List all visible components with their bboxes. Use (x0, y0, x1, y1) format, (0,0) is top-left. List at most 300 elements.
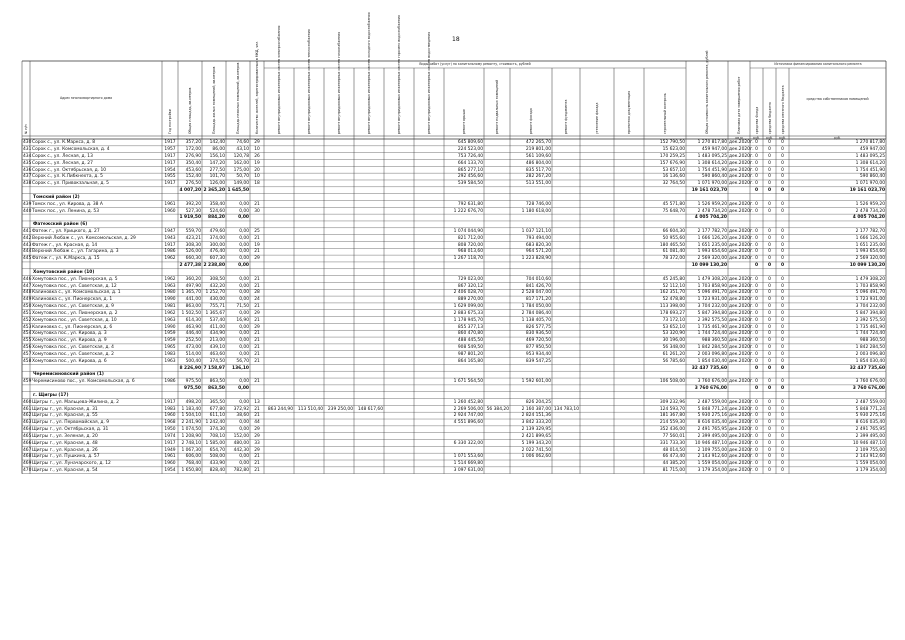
cell-addr: Томск пос., ул. Ленина, д. 53 (32, 208, 99, 214)
cell-num: 451 (23, 310, 32, 316)
cell-ctrl: 52 112,10 (662, 283, 685, 289)
cell-nl: 0,00 (239, 235, 249, 241)
cell-nl: 0,00 (239, 310, 249, 316)
cell-roof: 1 071 553,60 (453, 454, 483, 460)
cell-total: 1 483 095,25 (697, 153, 727, 159)
cell-area: 863,00 (185, 304, 201, 310)
cell-year: 1962 (164, 256, 176, 262)
cell-ctrl: 352 436,00 (659, 427, 685, 433)
cell-date: дек.2020г. (729, 324, 754, 330)
cell-num: 460 (23, 399, 32, 405)
cell-own: 1 651 235,00 (855, 242, 885, 248)
cell-f3: 0 (781, 331, 784, 337)
cell-f2: 0 (768, 379, 771, 385)
subtotal-total: 32 437 735,60 (691, 365, 727, 371)
header-fund: средства Фонда (754, 106, 759, 134)
cell-num: 463 (23, 420, 32, 426)
cell-total: 2 399 495,00 (697, 433, 727, 439)
cell-addr: Хомутовка пос., ул. Кирова, д. 6 (32, 358, 107, 364)
cell-total: 988 360,50 (701, 338, 727, 344)
cell-num: 453 (23, 324, 32, 330)
cell-nl: 50,70 (236, 174, 249, 180)
header-works-group: Виды работ (услуг) по капитальному ремонту, стоимость, рублей (419, 62, 531, 66)
cell-date: дек.2020г. (729, 461, 754, 467)
cell-nl: 56,70 (236, 358, 249, 364)
cell-total: 1 559 054,00 (697, 461, 727, 467)
cell-f1: 0 (755, 242, 758, 248)
cell-f3: 0 (781, 249, 784, 255)
cell-liv: 1 242,40 (205, 420, 225, 426)
cell-own: 1 744 724,40 (855, 331, 885, 337)
cell-f1: 0 (755, 468, 758, 474)
cell-roof: 224 523,00 (457, 147, 483, 153)
cell-own: 3 760 676,00 (855, 379, 885, 385)
cell-facade: 5 199 343,20 (521, 440, 551, 446)
cell-nl: 442,30 (233, 447, 249, 453)
cell-liv: 374,30 (209, 427, 225, 433)
cell-total: 2 392 575,50 (697, 317, 727, 323)
cell-roof: 821 712,00 (457, 235, 483, 241)
cell-roof: 2 924 747,00 (453, 413, 483, 419)
cell-f1: 0 (755, 413, 758, 419)
cell-f2: 0 (768, 181, 771, 187)
cell-total: 459 947,00 (701, 147, 727, 153)
cell-nl: 0,00 (239, 242, 249, 248)
cell-num: 434 (23, 153, 32, 159)
cell-f2: 0 (768, 256, 771, 262)
cell-f1: 0 (755, 276, 758, 282)
cell-res: 44 (254, 420, 260, 426)
cell-ctrl: 56 785,60 (662, 358, 685, 364)
cell-roof: 968 013,60 (457, 249, 483, 255)
cell-num: 447 (23, 283, 32, 289)
cell-roof: 6 330 322,00 (453, 440, 483, 446)
cell-area: 1 365,70 (181, 290, 201, 296)
header-unit: руб. (834, 136, 841, 141)
cell-own: 590 860,40 (859, 174, 885, 180)
header-work-8: ремонт подвальных помещений (495, 79, 499, 134)
cell-addr: Сорок с., ул. К.Маркса, д. 8 (32, 140, 96, 146)
cell-w3: 239 250,00 (327, 406, 353, 412)
cell-area: 606,00 (185, 454, 201, 460)
cell-res: 25 (254, 228, 260, 234)
cell-f2: 0 (768, 468, 771, 474)
cell-f3: 0 (781, 406, 784, 412)
cell-year: 1965 (164, 345, 176, 351)
cell-f2: 0 (768, 461, 771, 467)
cell-addr: Хомутовка пос., ул. Советская, д. 12 (32, 283, 117, 289)
cell-num: 448 (23, 290, 32, 296)
cell-total: 1 703 858,90 (697, 283, 727, 289)
cell-total: 3 179 354,00 (697, 468, 727, 474)
cell-year: 1990 (164, 324, 176, 330)
cell-addr: Сорок с., ул. Лесная, д. 27 (32, 160, 93, 166)
subtotal-area: 1 919,50 (179, 215, 201, 221)
cell-year: 1963 (164, 283, 176, 289)
cell-nl: 0,00 (239, 228, 249, 234)
cell-year: 1949 (164, 447, 176, 453)
cell-date: дек.2020г. (729, 174, 754, 180)
cell-facade: 1 006 062,60 (521, 454, 551, 460)
header-num: № п/п (24, 124, 28, 134)
cell-own: 1 270 817,80 (855, 140, 885, 146)
cell-own: 2 143 912,60 (855, 454, 885, 460)
cell-year: 1917 (164, 153, 176, 159)
cell-facade: 513 551,00 (525, 181, 551, 187)
cell-liv: 156,10 (209, 153, 225, 159)
cell-total: 8 616 035,40 (697, 420, 727, 426)
cell-date: дек.2020г. (729, 228, 754, 234)
cell-liv: 607,30 (209, 256, 225, 262)
cell-facade: 830 936,50 (525, 331, 551, 337)
cell-area: 172,00 (185, 147, 201, 153)
cell-f2: 0 (768, 338, 771, 344)
cell-total: 1 479 308,20 (697, 276, 727, 282)
cell-addr: Щигры г., ул. Красная, д. 48 (32, 440, 98, 446)
header-work-13: строительный контроль (663, 93, 667, 134)
cell-f3: 0 (781, 310, 784, 316)
cell-f2: 0 (768, 160, 771, 166)
cell-ctrl: 77 560,01 (662, 433, 685, 439)
cell-res: 21 (254, 454, 260, 460)
cell-num: 446 (23, 276, 32, 282)
cell-total: 2 003 096,80 (697, 351, 727, 357)
cell-f1: 0 (755, 447, 758, 453)
cell-addr: Верхний Любаж с., ул. Комсомольская, д. 29 (32, 235, 136, 241)
cell-year: 1983 (164, 406, 176, 412)
cell-total: 1 308 614,20 (697, 160, 727, 166)
cell-f3: 0 (781, 208, 784, 214)
cell-f1: 0 (755, 235, 758, 241)
cell-area: 463,90 (185, 324, 201, 330)
cell-f2: 0 (768, 406, 771, 412)
cell-year: 1961 (164, 454, 176, 460)
subtotal-f2: 0 (767, 188, 772, 193)
header-owners: средства собственников помещений (806, 97, 869, 101)
cell-total: 1 993 654,60 (697, 249, 727, 255)
cell-ctrl: 53 652,10 (662, 324, 685, 330)
cell-f2: 0 (768, 153, 771, 159)
cell-ctrl: 162 351,70 (659, 290, 685, 296)
cell-date: дек.2020г. (729, 413, 754, 419)
cell-ctrl: 178 693,27 (659, 310, 685, 316)
cell-own: 5 930 275,16 (855, 413, 885, 419)
cell-total: 3 760 676,00 (697, 379, 727, 385)
cell-addr: Сорок с., ул. Лесная, д. 13 (32, 153, 93, 159)
cell-f3: 0 (781, 160, 784, 166)
subtotal-area: 2 477,38 (179, 263, 201, 269)
cell-facade: 2 160 387,00 (521, 406, 551, 412)
cell-f3: 0 (781, 427, 784, 433)
cell-year: 1947 (164, 228, 176, 234)
cell-roof: 987 801,20 (457, 351, 483, 357)
cell-res: 10 (254, 147, 260, 153)
cell-num: 457 (23, 351, 32, 357)
cell-date: дек.2020г. (729, 160, 754, 166)
cell-addr: Щигры г., ул. Первомайская, д. 9 (32, 420, 110, 426)
cell-res: 26 (254, 153, 260, 159)
subtotal-f1: 0 (754, 365, 759, 371)
cell-ctrl: 152 790,50 (659, 140, 685, 146)
cell-own: 1 735 461,90 (855, 324, 885, 330)
cell-date: дек.2020г. (729, 276, 754, 282)
subtotal-nl: 0,00 (238, 386, 249, 392)
cell-total: 1 854 030,40 (697, 358, 727, 364)
cell-f3: 0 (781, 440, 784, 446)
cell-facade: 1 037 121,10 (521, 228, 551, 234)
cell-roof: 2 406 028,70 (453, 290, 483, 296)
cell-own: 2 003 096,80 (855, 351, 885, 357)
cell-f2: 0 (768, 242, 771, 248)
cell-addr: Калиновка с., ул. Пионерская, д. 6 (32, 324, 113, 330)
cell-roof: 908 549,50 (457, 345, 483, 351)
cell-own: 1 854 030,40 (855, 358, 885, 364)
cell-total: 2 143 912,60 (697, 454, 727, 460)
cell-date: дек.2020г. (729, 454, 754, 460)
cell-date: дек.2020г. (729, 338, 754, 344)
cell-own: 2 569 320,00 (855, 256, 885, 262)
cell-fund: 134 783,10 (553, 406, 579, 412)
cell-f1: 0 (755, 324, 758, 330)
cell-liv: 611,10 (209, 413, 225, 419)
cell-own: 10 946 487,10 (852, 440, 885, 446)
cell-ctrl: 32 764,50 (662, 181, 685, 187)
cell-res: 19 (254, 160, 260, 166)
cell-date: дек.2020г. (729, 399, 754, 405)
subtotal-liv: 2 238,80 (203, 263, 225, 269)
cell-f3: 0 (781, 304, 784, 310)
subtotal-own: 19 161 023,70 (849, 188, 885, 193)
cell-nl: 372,92 (233, 406, 249, 412)
cell-date: дек.2020г. (729, 297, 754, 303)
cell-nl: 149,00 (233, 181, 249, 187)
cell-f1: 0 (755, 317, 758, 323)
cell-num: 442 (23, 235, 32, 241)
cell-year: 1961 (164, 201, 176, 207)
subtotal-liv: 863,50 (208, 386, 225, 392)
cell-f3: 0 (781, 228, 784, 234)
subtotal-own: 3 760 676,00 (852, 386, 885, 392)
cell-num: 444 (23, 249, 32, 255)
cell-liv: 374,50 (209, 358, 225, 364)
cell-ctrl: 53 320,90 (662, 331, 685, 337)
header-total-area: Общая площадь, кв.метров (188, 87, 192, 134)
cell-roof: 867 320,12 (457, 283, 483, 289)
subtotal-f2: 0 (767, 365, 772, 371)
header-work-5: ремонт внутридомовых инженерных систем горячего водоснабжения (397, 15, 401, 134)
cell-ctrl: 309 232,96 (659, 399, 685, 405)
cell-res: 21 (254, 351, 260, 357)
cell-area: 526,00 (185, 249, 201, 255)
cell-num: 450 (23, 304, 32, 310)
cell-area: 276,50 (185, 181, 201, 187)
cell-total: 2 109 755,00 (697, 447, 727, 453)
cell-year: 1968 (164, 420, 176, 426)
cell-f1: 0 (755, 406, 758, 412)
cell-f1: 0 (755, 440, 758, 446)
header-work-2: ремонт внутридомовых инженерных систем теплоснабжения (307, 29, 311, 134)
cell-res: 29 (254, 140, 260, 146)
cell-total: 1 754 451,90 (697, 167, 727, 173)
group-title: Черемисиновский район (1) (33, 372, 104, 378)
cell-f3: 0 (781, 201, 784, 207)
cell-year: 1980 (164, 290, 176, 296)
cell-total: 1 071 970,00 (697, 181, 727, 187)
cell-own: 1 559 054,00 (855, 461, 885, 467)
cell-area: 559,70 (185, 228, 201, 234)
cell-area: 514,00 (185, 351, 201, 357)
cell-area: 1 183,40 (181, 406, 201, 412)
cell-facade: 1 180 618,00 (521, 208, 551, 214)
subtotal-f3: 0 (780, 188, 785, 193)
cell-f3: 0 (781, 413, 784, 419)
cell-f2: 0 (768, 433, 771, 439)
cell-f3: 0 (781, 461, 784, 467)
cell-num: 466 (23, 440, 32, 446)
cell-res: 21 (254, 201, 260, 207)
cell-area: 252,50 (185, 338, 201, 344)
cell-f1: 0 (755, 338, 758, 344)
cell-liv: 358,40 (209, 201, 225, 207)
cell-ctrl: 78 372,00 (662, 256, 685, 262)
cell-f2: 0 (768, 454, 771, 460)
cell-facade: 953 934,40 (525, 351, 551, 357)
cell-num: 445 (23, 256, 32, 262)
cell-f2: 0 (768, 174, 771, 180)
cell-addr: Хомутовка пос., ул. Пионерская, д. 5 (32, 276, 118, 282)
cell-date: дек.2020г. (729, 331, 754, 337)
cell-total: 1 270 817,80 (697, 140, 727, 146)
cell-year: 1986 (164, 249, 176, 255)
cell-year: 1943 (164, 235, 176, 241)
cell-date: дек.2020г. (729, 201, 754, 207)
cell-roof: 488 445,50 (457, 338, 483, 344)
cell-area: 498,20 (185, 399, 201, 405)
cell-f1: 0 (755, 331, 758, 337)
cell-num: 435 (23, 160, 32, 166)
subtotal-f3: 0 (780, 365, 785, 371)
cell-res: 29 (254, 427, 260, 433)
cell-f2: 0 (768, 440, 771, 446)
header-work-1: ремонт внутридомовых инженерных систем электроснабжения (277, 25, 281, 134)
cell-date: дек.2020г. (729, 440, 754, 446)
cell-f3: 0 (781, 399, 784, 405)
cell-res: 21 (254, 406, 260, 412)
cell-year: 1959 (164, 338, 176, 344)
cell-total: 2 487 559,00 (697, 399, 727, 405)
cell-num: 469 (23, 461, 32, 467)
cell-date: дек.2020г. (729, 147, 754, 153)
cell-addr: Черемисиново пос., ул. Комсомольская, д. 6 (32, 379, 135, 385)
cell-facade: 826 204,25 (525, 399, 551, 405)
subtotal-total: 4 005 704,20 (694, 215, 727, 221)
cell-res: 21 (254, 345, 260, 351)
cell-addr: Щигры г., ул. Луначарского, д. 12 (32, 461, 111, 467)
cell-addr: Хомутовка пос., ул. Кирова, д. 9 (32, 338, 107, 344)
group-title: Хомутовский район (10) (33, 269, 95, 275)
cell-num: 470 (23, 468, 32, 474)
cell-addr: Сорок с., ул. К.Либкнехта, д. 5 (32, 174, 103, 180)
cell-year: 1974 (164, 433, 176, 439)
cell-liv: 479,60 (209, 228, 225, 234)
cell-f1: 0 (755, 201, 758, 207)
cell-res: 18 (254, 181, 260, 187)
cell-area: 1 502,50 (181, 310, 201, 316)
cell-liv: 463,60 (209, 351, 225, 357)
cell-date: дек.2020г. (729, 345, 754, 351)
cell-nl: 0,00 (239, 324, 249, 330)
cell-facade: 826 577,75 (525, 324, 551, 330)
cell-addr: Сорок с., ул. Комсомольская, д. 4 (32, 147, 110, 153)
cell-ctrl: 181 367,80 (659, 413, 685, 419)
cell-liv: 508,00 (209, 454, 225, 460)
cell-facade: 728 746,00 (525, 201, 551, 207)
cell-facade: 683 820,30 (525, 242, 551, 248)
cell-total: 1 744 724,40 (697, 331, 727, 337)
cell-addr: Щигры г., ул. Красная, д. 26 (32, 447, 98, 453)
cell-liv: 828,40 (209, 468, 225, 474)
cell-f2: 0 (768, 249, 771, 255)
cell-total: 2 478 734,20 (697, 208, 727, 214)
cell-f3: 0 (781, 283, 784, 289)
cell-ctrl: 30 196,00 (662, 338, 685, 344)
cell-area: 441,00 (185, 297, 201, 303)
cell-addr: Верхний Любаж с., ул. Гагарина, д. 3 (32, 249, 119, 255)
header-living-area: Площадь жилых помещений, кв.метров (212, 66, 216, 134)
cell-liv: 755,71 (209, 304, 225, 310)
cell-liv: 213,00 (209, 338, 225, 344)
cell-res: 29 (254, 433, 260, 439)
cell-res: 33 (254, 440, 260, 446)
cell-f1: 0 (755, 310, 758, 316)
cell-f1: 0 (755, 461, 758, 467)
header-unit: кв.м (735, 136, 743, 141)
cell-own: 1 526 959,20 (855, 201, 885, 207)
cell-f1: 0 (755, 147, 758, 153)
cell-area: 1 650,80 (181, 468, 201, 474)
header-cost: Общая стоимость капитального ремонта, рублей (705, 50, 709, 134)
cell-area: 453,60 (185, 167, 201, 173)
cell-num: 454 (23, 331, 32, 337)
cell-year: 1963 (164, 317, 176, 323)
cell-res: 29 (254, 256, 260, 262)
cell-addr: Хомутовка пос., ул. Советская, д. 9 (32, 304, 114, 310)
cell-f3: 0 (781, 153, 784, 159)
cell-f1: 0 (755, 208, 758, 214)
cell-year: 1954 (164, 468, 176, 474)
cell-date: дек.2020г. (729, 317, 754, 323)
cell-f2: 0 (768, 283, 771, 289)
cell-area: 423,21 (185, 235, 201, 241)
cell-num: 440 (23, 208, 32, 214)
cell-year: 1962 (164, 310, 176, 316)
cell-facade: 835 517,70 (525, 167, 551, 173)
cell-f1: 0 (755, 181, 758, 187)
cell-num: 443 (23, 242, 32, 248)
cell-addr: Хомутовка пос., ул. Кирова, д. 3 (32, 331, 107, 337)
cell-addr: Томск пос., ул. Кирова, д. 38 А (32, 201, 103, 207)
cell-own: 5 847 394,80 (855, 310, 885, 316)
cell-liv: 1 365,67 (205, 310, 225, 316)
header-work-10: ремонт фундамента (564, 99, 568, 134)
cell-liv: 432,20 (209, 283, 225, 289)
cell-area: 768,40 (185, 461, 201, 467)
cell-own: 2 478 734,20 (855, 208, 885, 214)
cell-roof: 4 551 896,60 (453, 420, 483, 426)
cell-total: 5 847 394,80 (697, 310, 727, 316)
cell-date: дек.2020г. (729, 379, 754, 385)
cell-res: 21 (254, 379, 260, 385)
